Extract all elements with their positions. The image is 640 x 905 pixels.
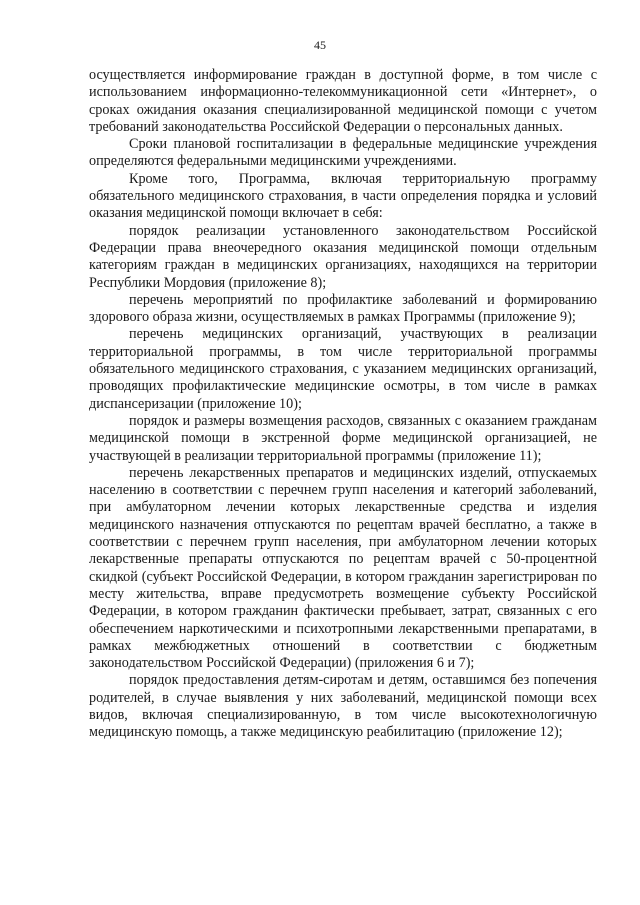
paragraph-drugs-and-devices-list: перечень лекарственных препаратов и медицинских изделий, отпускаемых населению в соответствии с перечнем групп населения и категорий заболеваний, при амбулаторном лечении которых лекарственные средства и изделия медицинского назначения отпускаются по рецептам врачей бесплатно, а также в соответствии с перечнем групп населения, при амбулаторном лечении которых лекарственные препараты отпускаются по рецептам врачей с 50-процентной скидкой (субъект Российской Федерации, в котором гражданин зарегистрирован по месту жительства, вправе предусмотреть возмещение субъекту Российской Федерации, в котором гражданин фактически пребывает, затрат, связанных с его обеспечением наркотическими и психотропными лекарственными препаратами, в рамках межбюджетных отношений в соответствии с бюджетным законодательством Российской Федерации) (приложения 6 и 7); xyxy=(89,464,597,672)
paragraph-priority-care-order: порядок реализации установленного законодательством Российской Федерации права внеочередного оказания медицинской помощи отдельным категориям граждан в медицинских организациях, находящихся на территории Республики Мордовия (приложение 8); xyxy=(89,222,597,291)
paragraph-program-includes: Кроме того, Программа, включая территориальную программу обязательного медицинского страхования, в части определения порядка и условий оказания медицинской помощи включает в себя: xyxy=(89,170,597,222)
paragraph-informing-citizens: осуществляется информирование граждан в доступной форме, в том числе с использованием информационно-телекоммуникационной сети «Интернет», о сроках ожидания оказания специализированной медицинской помощи с учетом требований законодательства Российской Федерации о персональных данных. xyxy=(89,67,597,135)
paragraph-prevention-measures: перечень мероприятий по профилактике заболеваний и формированию здорового образа жизни, осуществляемых в рамках Программы (приложение 9); xyxy=(89,291,597,326)
paragraph-planned-hospitalization: Сроки плановой госпитализации в федеральные медицинские учреждения определяются федеральными медицинскими учреждениями. xyxy=(89,136,597,170)
document-body xyxy=(89,67,597,742)
paragraph-orphans-care-order: порядок предоставления детям-сиротам и детям, оставшимся без попечения родителей, в случае выявления у них заболеваний, медицинской помощи всех видов, включая специализированную, в том числе высокотехнологичную медицинскую помощь, а также медицинскую реабилитацию (приложение 12); xyxy=(89,672,597,741)
paragraph-emergency-care-reimbursement: порядок и размеры возмещения расходов, связанных с оказанием гражданам медицинской помощи в экстренной форме медицинской организацией, не участвующей в реализации территориальной программы (приложение 11); xyxy=(89,412,597,464)
page-number: 45 xyxy=(314,38,326,52)
paragraph-medical-organizations-list: перечень медицинских организаций, участвующих в реализации территориальной программы, в том числе территориальной программы обязательного медицинского страхования, с указанием медицинских организаций, проводящих профилактические медицинские осмотры, в том числе в рамках диспансеризации (приложение 10); xyxy=(89,326,597,412)
